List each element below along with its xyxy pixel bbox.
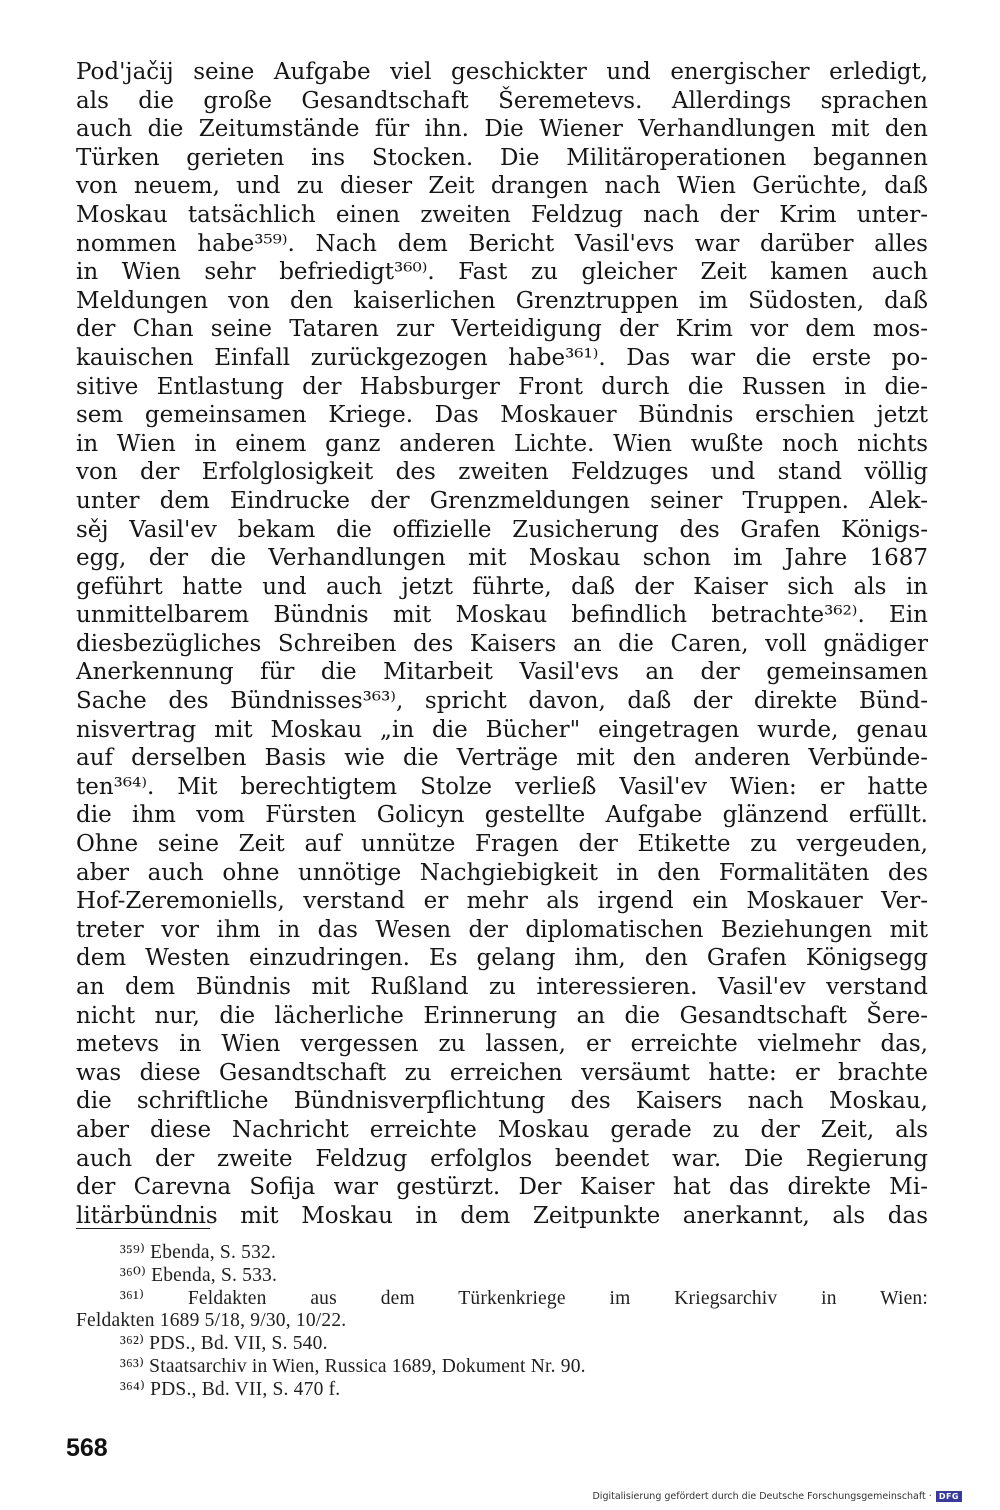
text-line: der Chan seine Tataren zur Verteidigung der Krim vor dem mos- (76, 316, 928, 343)
footnote-360: ³⁶⁰⁾ Ebenda, S. 533. (120, 1264, 278, 1286)
text-line: geführt hatte und auch jetzt führte, daß der Kaiser sich als in (76, 573, 928, 600)
text-line: auch der zweite Feldzug erfolglos beendet war. Die Regierung (76, 1145, 928, 1172)
text-line: was diese Gesandtschaft zu erreichen versäumt hatte: er brachte (76, 1059, 928, 1086)
digitization-note-text: Digitalisierung gefördert durch die Deutsche Forschungsgemeinschaft · (592, 1491, 932, 1502)
footnote-364: ³⁶⁴⁾ PDS., Bd. VII, S. 470 f. (120, 1378, 341, 1400)
digitization-note (592, 1491, 962, 1502)
text-line: auf derselben Basis wie die Verträge mit den anderen Verbünde- (76, 745, 928, 772)
footnote-361-continued: Feldakten 1689 5/18, 9/30, 10/22. (76, 1310, 347, 1332)
text-line: sěj Vasil'ev bekam die offizielle Zusicherung des Grafen Königs- (76, 516, 928, 543)
text-line: diesbezügliches Schreiben des Kaisers an die Caren, voll gnädiger (76, 630, 928, 657)
text-line: aber auch ohne unnötige Nachgiebigkeit in den Formalitäten des (76, 859, 928, 886)
text-line: in Wien sehr befriedigt³⁶⁰⁾. Fast zu gleicher Zeit kamen auch (76, 259, 928, 286)
text-line: von neuem, und zu dieser Zeit drangen nach Wien Gerüchte, daß (76, 173, 928, 200)
text-line: Moskau tatsächlich einen zweiten Feldzug nach der Krim unter- (76, 201, 928, 228)
footnote-362: ³⁶²⁾ PDS., Bd. VII, S. 540. (120, 1333, 328, 1355)
text-line: kauischen Einfall zurückgezogen habe³⁶¹⁾. Das war die erste po- (76, 344, 928, 371)
text-line: Meldungen von den kaiserlichen Grenztruppen im Südosten, daß (76, 287, 928, 314)
text-line: in Wien in einem ganz anderen Lichte. Wien wußte noch nichts (76, 430, 928, 457)
footnote-363: ³⁶³⁾ Staatsarchiv in Wien, Russica 1689, Dokument Nr. 90. (120, 1355, 586, 1377)
text-line: unmittelbarem Bündnis mit Moskau befindlich betrachte³⁶²⁾. Ein (76, 602, 928, 629)
text-line: treter vor ihm in das Wesen der diplomatischen Beziehungen mit (76, 916, 928, 943)
text-line: an dem Bündnis mit Rußland zu interessieren. Vasil'ev verstand (76, 974, 928, 1000)
text-line: metevs in Wien vergessen zu lassen, er erreichte vielmehr das, (76, 1031, 928, 1058)
text-line: Anerkennung für die Mitarbeit Vasil'evs an der gemeinsamen (76, 659, 928, 686)
text-line: Sache des Bündnisses³⁶³⁾, spricht davon, daß der direkte Bünd- (76, 688, 928, 715)
text-line: die ihm vom Fürsten Golicyn gestellte Aufgabe glänzend erfüllt. (76, 802, 928, 829)
text-line: sem gemeinsamen Kriege. Das Moskauer Bündnis erschien jetzt (76, 402, 928, 429)
text-line: litärbündnis mit Moskau in dem Zeitpunkte anerkannt, als das (76, 1202, 928, 1229)
text-line: von der Erfolglosigkeit des zweiten Feldzuges und stand völlig (76, 459, 928, 486)
text-line: der Carevna Sofija war gestürzt. Der Kaiser hat das direkte Mi- (76, 1174, 928, 1201)
body-text (76, 58, 928, 1230)
text-line: dem Westen einzudringen. Es gelang ihm, den Grafen Königsegg (76, 945, 928, 972)
text-line: ten³⁶⁴⁾. Mit berechtigtem Stolze verließ Vasil'ev Wien: er hatte (76, 773, 928, 800)
dfg-logo: DFG (936, 1491, 962, 1502)
text-line: egg, der die Verhandlungen mit Moskau schon im Jahre 1687 (76, 545, 928, 572)
text-line: nommen habe³⁵⁹⁾. Nach dem Bericht Vasil'evs war darüber alles (76, 230, 928, 257)
text-line: Türken gerieten ins Stocken. Die Militäroperationen begannen (76, 144, 928, 171)
footnotes (76, 1242, 928, 1402)
text-line: aber diese Nachricht erreichte Moskau gerade zu der Zeit, als (76, 1116, 928, 1143)
text-line: Ohne seine Zeit auf unnütze Fragen der Etikette zu vergeuden, (76, 831, 928, 858)
text-line: nisvertrag mit Moskau „in die Bücher" eingetragen wurde, genau (76, 716, 928, 743)
text-line: Pod'jačij seine Aufgabe viel geschickter und energischer erledigt, (76, 59, 928, 85)
footnote-separator (76, 1228, 210, 1229)
text-line: Hof-Zeremoniells, verstand er mehr als irgend ein Moskauer Ver- (76, 888, 928, 915)
text-line: nicht nur, die lächerliche Erinnerung an die Gesandtschaft Šere- (76, 1002, 928, 1029)
text-line: die schriftliche Bündnisverpflichtung des Kaisers nach Moskau, (76, 1088, 928, 1115)
text-line: sitive Entlastung der Habsburger Front durch die Russen in die- (76, 373, 928, 400)
text-line: unter dem Eindrucke der Grenzmeldungen seiner Truppen. Alek- (76, 487, 928, 514)
text-line: als die große Gesandtschaft Šeremetevs. Allerdings sprachen (76, 87, 928, 114)
footnote-361: ³⁶¹⁾ Feldakten aus dem Türkenkriege im Kriegsarchiv in Wien: (120, 1287, 928, 1309)
footnote-359: ³⁵⁹⁾ Ebenda, S. 532. (120, 1242, 277, 1263)
text-line: auch die Zeitumstände für ihn. Die Wiener Verhandlungen mit den (76, 116, 928, 143)
page-number: 568 (66, 1434, 108, 1462)
